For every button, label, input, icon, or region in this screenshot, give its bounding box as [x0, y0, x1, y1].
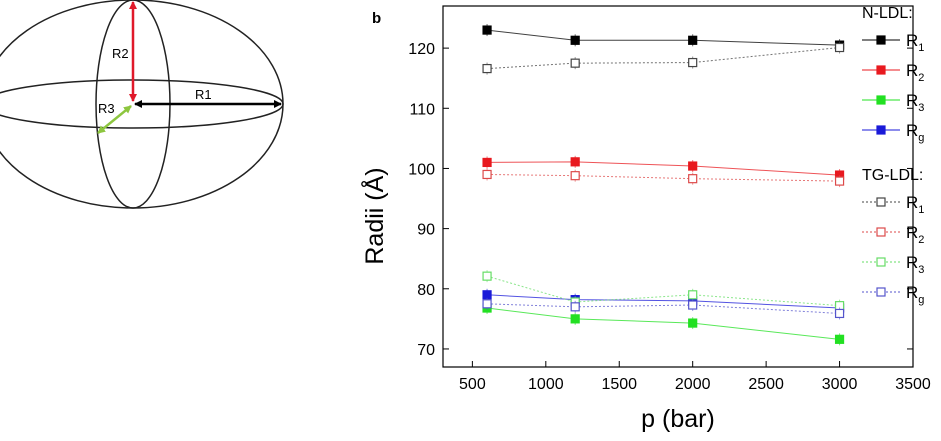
x-tick-label: 1000 — [528, 376, 564, 393]
data-point — [483, 158, 491, 166]
r3-label: R3 — [98, 101, 115, 116]
legend-label: $R_3$ — [906, 91, 925, 114]
legend — [862, 5, 924, 306]
series-line — [487, 48, 840, 69]
chart — [359, 5, 931, 433]
data-point — [483, 65, 491, 73]
data-point — [689, 36, 697, 44]
x-tick-label: 3000 — [821, 376, 858, 393]
panel-label: b — [372, 10, 382, 27]
series-line — [487, 308, 840, 339]
legend-marker — [877, 96, 885, 104]
series-line — [487, 162, 840, 175]
series-line — [487, 30, 840, 45]
data-point — [689, 291, 697, 299]
data-point — [689, 162, 697, 170]
legend-label-subscript: 2 — [918, 234, 925, 246]
y-tick-label: 80 — [417, 281, 435, 299]
data-point — [571, 172, 579, 180]
data-point — [483, 26, 491, 34]
y-tick-label: 120 — [408, 41, 435, 59]
series-line — [487, 174, 840, 181]
legend-label: $R_g$ — [906, 283, 925, 306]
legend-label: $R_1$ — [906, 31, 925, 54]
data-point — [483, 170, 491, 178]
data-point — [689, 319, 697, 327]
legend-label-subscript: 3 — [918, 264, 925, 276]
x-tick-label: 500 — [459, 376, 486, 393]
data-point — [571, 59, 579, 67]
x-axis — [459, 361, 931, 393]
series-line — [487, 276, 840, 305]
data-point — [689, 301, 697, 309]
legend-marker — [877, 126, 885, 134]
legend-marker — [877, 36, 885, 44]
y-axis-label: Radii (Å) — [361, 167, 389, 265]
data-point — [571, 158, 579, 166]
legend-group-title: TG-LDL: — [862, 167, 924, 184]
data-point — [483, 272, 491, 280]
x-tick-label: 2500 — [748, 376, 784, 393]
data-point — [571, 303, 579, 311]
legend-label: $R_1$ — [906, 193, 925, 216]
data-point — [836, 44, 844, 52]
legend-marker — [877, 66, 885, 74]
x-tick-label: 2000 — [674, 376, 711, 393]
legend-label-subscript: g — [918, 132, 925, 144]
legend-marker — [877, 258, 885, 266]
legend-label-subscript: 1 — [918, 42, 925, 54]
legend-label-subscript: g — [918, 294, 925, 306]
data-point — [836, 177, 844, 185]
data-point — [571, 36, 579, 44]
y-tick-label: 90 — [417, 221, 435, 239]
legend-label-subscript: 3 — [918, 102, 925, 114]
legend-label-subscript: 2 — [918, 72, 925, 84]
series-layer — [483, 24, 844, 345]
y-tick-label: 100 — [408, 161, 435, 179]
data-point — [836, 309, 844, 317]
legend-marker — [877, 288, 885, 296]
data-point — [483, 300, 491, 308]
x-axis-label: p (bar) — [641, 405, 715, 433]
ellipsoid-diagram — [0, 0, 283, 208]
legend-group-title: N-LDL: — [862, 5, 913, 22]
legend-label: $R_2$ — [906, 61, 925, 84]
y-tick-label: 70 — [417, 341, 435, 359]
data-point — [571, 315, 579, 323]
data-point — [483, 291, 491, 299]
r2-label: R2 — [112, 46, 129, 61]
legend-label: $R_2$ — [906, 223, 925, 246]
data-point — [836, 335, 844, 343]
x-tick-label: 1500 — [601, 376, 638, 393]
data-point — [689, 59, 697, 67]
legend-label-subscript: 1 — [918, 204, 925, 216]
legend-label: $R_3$ — [906, 253, 925, 276]
legend-marker — [877, 228, 885, 236]
r1-label: R1 — [195, 87, 212, 102]
legend-marker — [877, 198, 885, 206]
legend-label: $R_g$ — [906, 121, 925, 144]
x-tick-label: 3500 — [895, 376, 931, 393]
y-tick-label: 110 — [409, 101, 435, 119]
data-point — [689, 175, 697, 183]
